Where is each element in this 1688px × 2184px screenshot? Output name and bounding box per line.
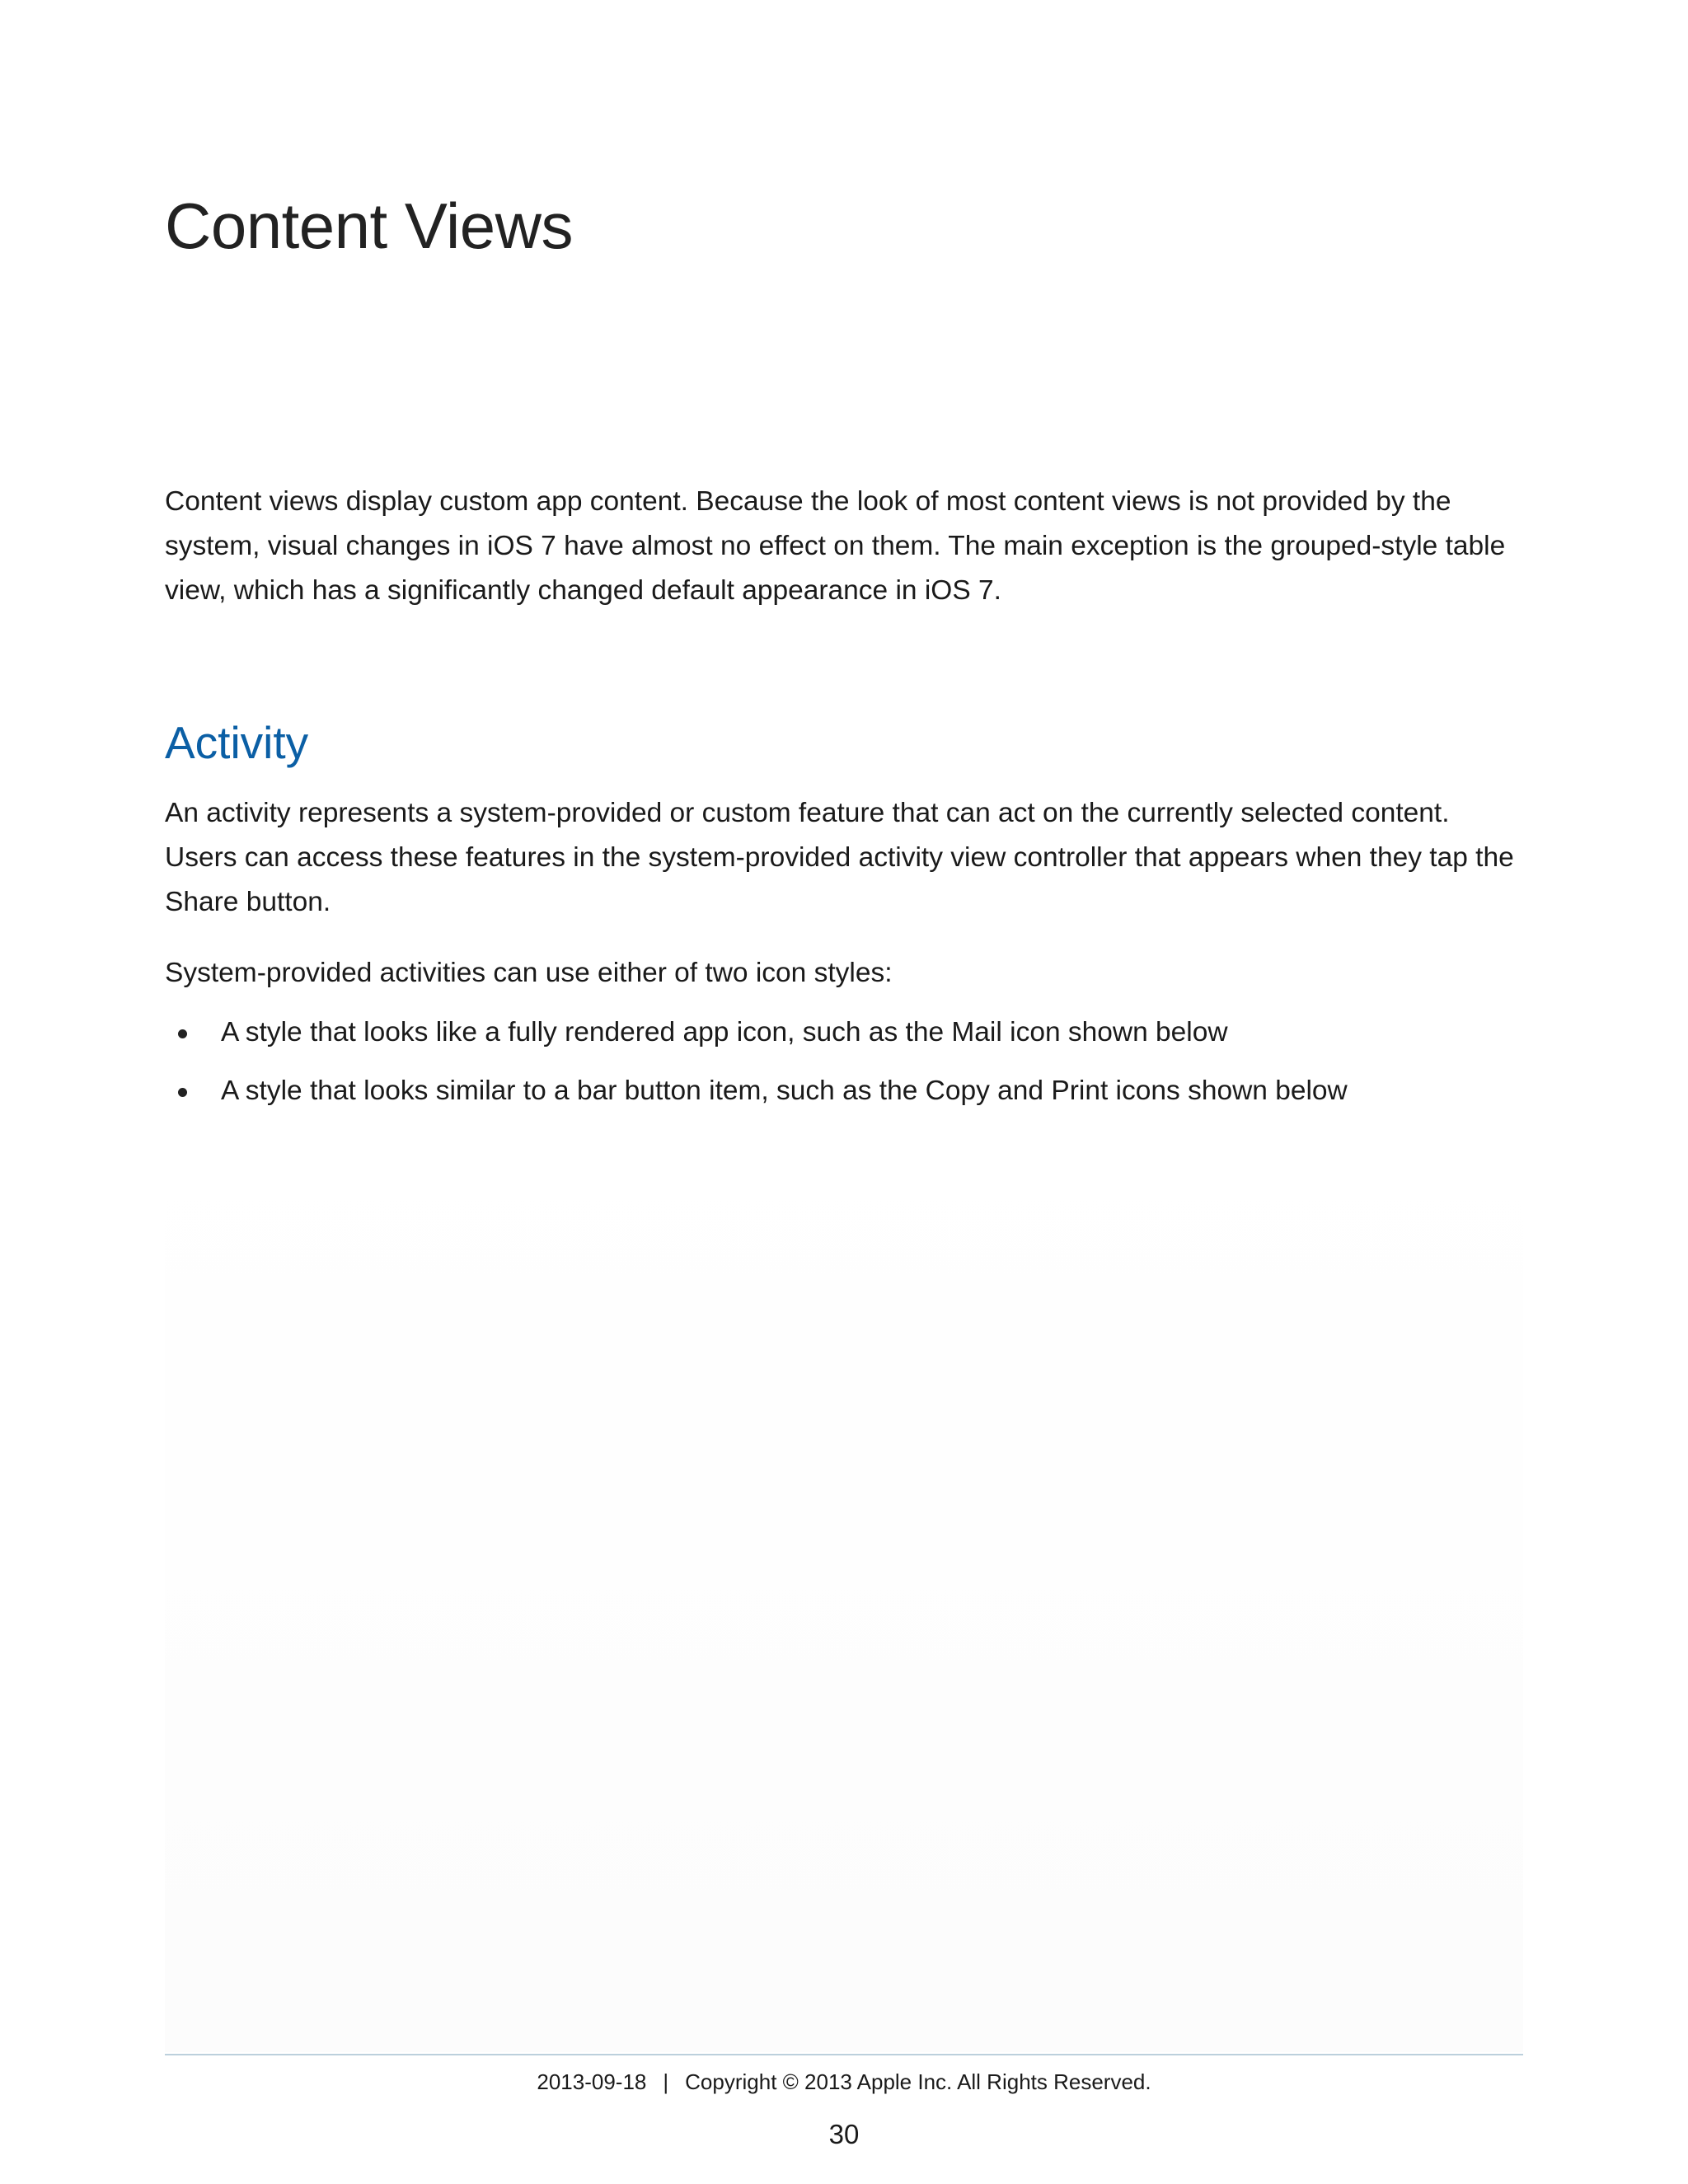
icon-styles-intro-paragraph: System-provided activities can use either of two icon styles: xyxy=(165,958,893,988)
bullet-text: A style that looks similar to a bar button item, such as the Copy and Print icons shown below xyxy=(221,1076,1348,1106)
bullet-item-app-icon-style xyxy=(165,1010,1517,1069)
bullet-text: A style that looks like a fully rendered app icon, such as the Mail icon shown below xyxy=(221,1017,1228,1047)
footer-copyright-line xyxy=(0,2067,1688,2097)
bullet-dot-icon xyxy=(178,1088,187,1097)
icon-styles-bullet-list xyxy=(165,1010,1517,1127)
footer-divider xyxy=(165,2054,1523,2055)
chapter-title: Content Views xyxy=(165,190,574,262)
page-number: 30 xyxy=(828,2119,860,2149)
blank-figure-area xyxy=(165,1121,1523,2052)
activity-description-paragraph: An activity represents a system-provided or custom feature that can act on the currently selected content. Users can access these features in the system-provided activity view controller that appears when they tap the Share button. xyxy=(165,798,1514,917)
footer-copyright: Copyright © 2013 Apple Inc. All Rights Reserved. xyxy=(685,2069,1151,2094)
section-heading-activity: Activity xyxy=(165,717,309,768)
bullet-dot-icon xyxy=(178,1029,187,1038)
bullet-item-bar-button-style xyxy=(165,1069,1517,1127)
intro-paragraph: Content views display custom app content. Because the look of most content views is not provided by the system, visual changes in iOS 7 have almost no effect on them. The main exception is the grouped-style table view, which has a significantly changed default appearance in iOS 7. xyxy=(165,486,1506,606)
footer-date: 2013-09-18 xyxy=(537,2069,647,2094)
footer-separator: | xyxy=(663,2069,669,2094)
